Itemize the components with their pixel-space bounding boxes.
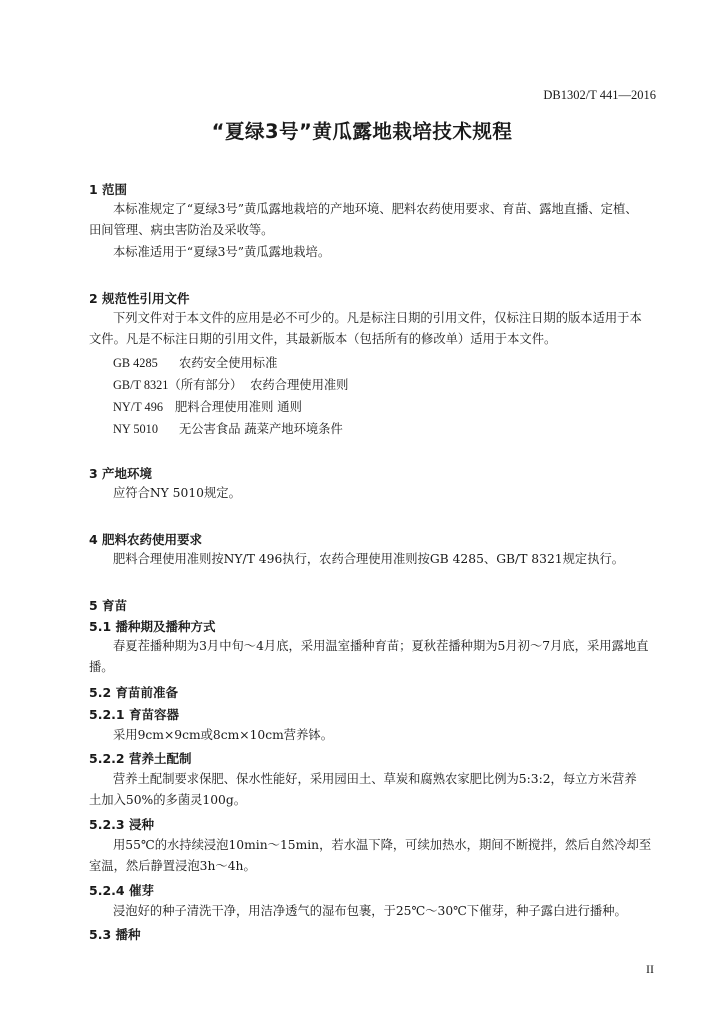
paragraph-line: 下列文件对于本文件的应用是必不可少的。凡是标注日期的引用文件，仅标注日期的版本适用于本 — [113, 311, 642, 325]
reference-item — [113, 419, 343, 437]
section-heading-environment: 3 产地环境 — [89, 466, 153, 481]
subsection-heading: 5.2.2 营养土配制 — [89, 751, 192, 766]
paragraph-line: 采用9cm×9cm或8cm×10cm营养钵。 — [113, 728, 333, 742]
reference-title: 农药安全使用标准 — [179, 356, 278, 370]
paragraph-line: 浸泡好的种子清洗干净，用洁净透气的湿布包裹，于25℃～30℃下催芽，种子露白进行播种。 — [113, 904, 627, 918]
section-heading-normative-references: 2 规范性引用文件 — [89, 291, 190, 306]
paragraph-line: 田间管理、病虫害防治及采收等。 — [89, 223, 274, 237]
reference-item — [113, 375, 348, 393]
page-number: II — [646, 962, 654, 976]
paragraph-line: 肥料合理使用准则按NY/T 496执行，农药合理使用准则按GB 4285、GB/T 8321规定执行。 — [113, 552, 625, 566]
paragraph-line: 本标准规定了“夏绿3号”黄瓜露地栽培的产地环境、肥料农药使用要求、育苗、露地直播、定植、 — [113, 202, 638, 216]
subsection-heading: 5.2.4 催芽 — [89, 883, 154, 898]
reference-item — [113, 353, 277, 371]
subsection-heading: 5.3 播种 — [89, 927, 141, 942]
subsection-heading: 5.2.1 育苗容器 — [89, 707, 179, 722]
paragraph-line: 春夏茬播种期为3月中旬～4月底，采用温室播种育苗；夏秋茬播种期为5月初～7月底，采用露地直 — [113, 639, 649, 653]
paragraph-line: 文件。凡是不标注日期的引用文件，其最新版本（包括所有的修改单）适用于本文件。 — [89, 332, 557, 346]
reference-title: 农药合理使用准则 — [250, 378, 349, 392]
document-number: DB1302/T 441—2016 — [543, 88, 656, 102]
reference-code: GB/T 8321（所有部分） — [113, 378, 243, 392]
document-title: “夏绿3号”黄瓜露地栽培技术规程 — [211, 120, 513, 143]
paragraph-line: 室温，然后静置浸泡3h～4h。 — [89, 859, 256, 873]
paragraph-line: 应符合NY 5010规定。 — [113, 486, 241, 500]
paragraph-line: 播。 — [89, 660, 114, 674]
reference-code: GB 4285 — [113, 356, 158, 370]
subsection-heading: 5.2 育苗前准备 — [89, 685, 178, 700]
reference-code: NY/T 496 — [113, 400, 163, 414]
reference-item — [113, 397, 302, 415]
reference-title: 肥料合理使用准则 通则 — [175, 400, 302, 414]
paragraph-line: 本标准适用于“夏绿3号”黄瓜露地栽培。 — [113, 245, 331, 259]
section-heading-scope: 1 范围 — [89, 182, 128, 197]
reference-title: 无公害食品 蔬菜产地环境条件 — [179, 422, 343, 436]
subsection-heading: 5.2.3 浸种 — [89, 817, 154, 832]
subsection-heading: 5.1 播种期及播种方式 — [89, 619, 216, 634]
paragraph-line: 营养土配制要求保肥、保水性能好，采用园田土、草炭和腐熟农家肥比例为5:3:2，每立方米营养 — [113, 772, 637, 786]
section-heading-seedling: 5 育苗 — [89, 598, 128, 613]
paragraph-line: 土加入50%的多菌灵100g。 — [89, 793, 247, 807]
reference-code: NY 5010 — [113, 422, 158, 436]
section-heading-fertilizer-pesticide: 4 肥料农药使用要求 — [89, 532, 203, 547]
paragraph-line: 用55℃的水持续浸泡10min～15min，若水温下降，可续加热水，期间不断搅拌，然后自然冷却至 — [113, 838, 652, 852]
